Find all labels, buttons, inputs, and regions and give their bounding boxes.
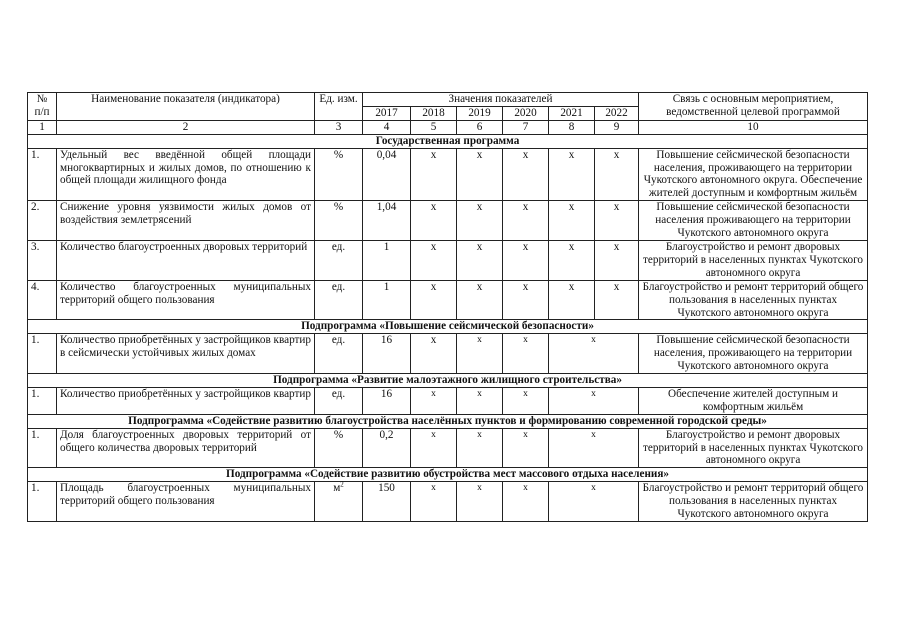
section-title: Подпрограмма «Развитие малоэтажного жилищного строительства» <box>28 374 868 388</box>
value-2019: х <box>457 280 503 320</box>
row-unit <box>315 482 363 522</box>
table-row <box>28 482 868 522</box>
column-number: 3 <box>315 120 363 134</box>
row-link: Повышение сейсмической безопасности населения, проживающего на территории Чукотского автономного округа <box>639 334 868 374</box>
section-title: Подпрограмма «Содействие развитию обустройства мест массового отдыха населения» <box>28 468 868 482</box>
value-2019: х <box>457 240 503 280</box>
value-2019: х <box>457 148 503 201</box>
row-link: Обеспечение жителей доступным и комфортным жильём <box>639 387 868 414</box>
value-2018: х <box>411 201 457 241</box>
row-unit: % <box>315 148 363 201</box>
row-num: 1. <box>28 148 57 201</box>
header-unit: Ед. изм. <box>315 93 363 121</box>
indicators-table <box>27 92 868 522</box>
value-2021: х <box>549 482 639 522</box>
header-name: Наименование показателя (индикатора) <box>57 93 315 121</box>
column-number: 8 <box>549 120 595 134</box>
value-2020: х <box>503 148 549 201</box>
value-2019: х <box>457 334 503 374</box>
column-number: 1 <box>28 120 57 134</box>
column-number: 5 <box>411 120 457 134</box>
row-name: Доля благоустроенных дворовых территорий от общего количества дворовых территорий <box>57 428 315 468</box>
row-link: Благоустройство и ремонт территорий общего пользования в населенных пунктах Чукотского автономного округа <box>639 482 868 522</box>
row-unit: ед. <box>315 334 363 374</box>
value-2018: х <box>411 428 457 468</box>
value-2020: х <box>503 240 549 280</box>
table-row <box>28 428 868 468</box>
header-year: 2020 <box>503 106 549 120</box>
section-title: Подпрограмма «Содействие развитию благоустройства населённых пунктов и формированию современной городской среды» <box>28 414 868 428</box>
row-link: Повышение сейсмической безопасности населения проживающего на территории Чукотского автономного округа <box>639 201 868 241</box>
row-num: 1. <box>28 334 57 374</box>
row-link: Благоустройство и ремонт территорий общего пользования в населенных пунктах Чукотского автономного округа <box>639 280 868 320</box>
header-year: 2017 <box>363 106 411 120</box>
value-2020: х <box>503 482 549 522</box>
table-row <box>28 280 868 320</box>
header-year: 2018 <box>411 106 457 120</box>
row-name: Удельный вес введённой общей площади многоквартирных и жилых домов, по отношению к общей площади жилищного фонда <box>57 148 315 201</box>
row-name: Количество благоустроенных муниципальных территорий общего пользования <box>57 280 315 320</box>
value-2017: 16 <box>363 387 411 414</box>
value-2021: х <box>549 201 595 241</box>
header-year: 2022 <box>595 106 639 120</box>
value-2020: х <box>503 201 549 241</box>
row-name: Количество приобретённых у застройщиков квартир <box>57 387 315 414</box>
value-2017: 1 <box>363 240 411 280</box>
header-year: 2019 <box>457 106 503 120</box>
value-2017: 0,04 <box>363 148 411 201</box>
row-unit: % <box>315 428 363 468</box>
table-row <box>28 201 868 241</box>
value-2019: х <box>457 387 503 414</box>
row-num: 1. <box>28 482 57 522</box>
header-values-title: Значения показателей <box>363 93 639 107</box>
value-2019: х <box>457 201 503 241</box>
header-year: 2021 <box>549 106 595 120</box>
value-2018: х <box>411 280 457 320</box>
row-link: Благоустройство и ремонт дворовых территорий в населенных пунктах Чукотского автономного округа <box>639 428 868 468</box>
value-2022: х <box>595 148 639 201</box>
row-link: Благоустройство и ремонт дворовых территорий в населенных пунктах Чукотского автономного округа <box>639 240 868 280</box>
value-2021: х <box>549 240 595 280</box>
value-2020: х <box>503 387 549 414</box>
row-name: Количество приобретённых у застройщиков квартир в сейсмически устойчивых жилых домах <box>57 334 315 374</box>
table-row <box>28 387 868 414</box>
row-unit: ед. <box>315 240 363 280</box>
value-2020: х <box>503 334 549 374</box>
value-2021: х <box>549 387 639 414</box>
value-2020: х <box>503 280 549 320</box>
value-2021: х <box>549 148 595 201</box>
value-2017: 1,04 <box>363 201 411 241</box>
table-row <box>28 240 868 280</box>
row-unit: % <box>315 201 363 241</box>
section-title: Государственная программа <box>28 134 868 148</box>
row-num: 4. <box>28 280 57 320</box>
value-2017: 1 <box>363 280 411 320</box>
value-2021: х <box>549 280 595 320</box>
section-title: Подпрограмма «Повышение сейсмической безопасности» <box>28 320 868 334</box>
table-row <box>28 334 868 374</box>
table-row <box>28 148 868 201</box>
row-unit: ед. <box>315 280 363 320</box>
row-unit: ед. <box>315 387 363 414</box>
row-num: 2. <box>28 201 57 241</box>
value-2022: х <box>595 201 639 241</box>
row-num: 3. <box>28 240 57 280</box>
column-number: 2 <box>57 120 315 134</box>
column-number: 9 <box>595 120 639 134</box>
unit-superscript: 2 <box>340 480 344 489</box>
value-2018: х <box>411 387 457 414</box>
value-2022: х <box>595 280 639 320</box>
value-2018: х <box>411 482 457 522</box>
value-2019: х <box>457 482 503 522</box>
value-2017: 0,2 <box>363 428 411 468</box>
row-num: 1. <box>28 387 57 414</box>
row-name: Снижение уровня уязвимости жилых домов от воздействия землетрясений <box>57 201 315 241</box>
value-2018: х <box>411 334 457 374</box>
unit-text: м <box>333 482 341 495</box>
row-name: Количество благоустроенных дворовых территорий <box>57 240 315 280</box>
value-2021: х <box>549 428 639 468</box>
value-2017: 16 <box>363 334 411 374</box>
row-link: Повышение сейсмической безопасности населения, проживающего на территории Чукотского автономного округа. Обеспечение жителей доступным и комфортным жильём <box>639 148 868 201</box>
column-number: 10 <box>639 120 868 134</box>
column-number: 4 <box>363 120 411 134</box>
header-num: № п/п <box>28 93 57 121</box>
column-number: 6 <box>457 120 503 134</box>
column-number: 7 <box>503 120 549 134</box>
row-num: 1. <box>28 428 57 468</box>
value-2018: х <box>411 148 457 201</box>
header-link: Связь с основным мероприятием, ведомственной целевой программой <box>639 93 868 121</box>
value-2020: х <box>503 428 549 468</box>
value-2021: х <box>549 334 639 374</box>
row-name: Площадь благоустроенных муниципальных территорий общего пользования <box>57 482 315 522</box>
value-2022: х <box>595 240 639 280</box>
value-2019: х <box>457 428 503 468</box>
value-2017: 150 <box>363 482 411 522</box>
value-2018: х <box>411 240 457 280</box>
